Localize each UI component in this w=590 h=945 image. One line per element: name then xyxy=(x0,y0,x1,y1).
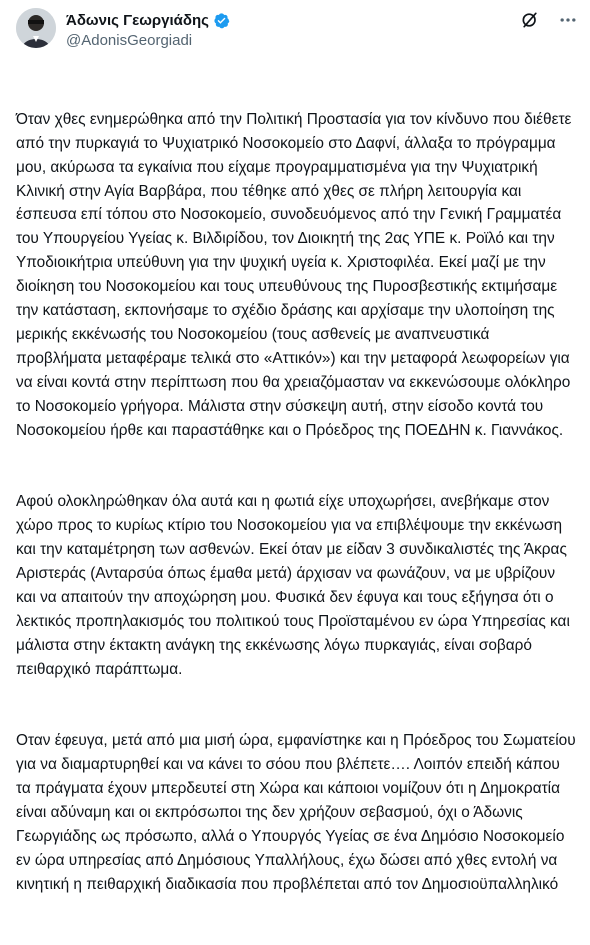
tweet-actions xyxy=(520,10,578,30)
verified-badge-icon xyxy=(213,12,230,29)
author-handle[interactable]: @AdonisGeorgiadi xyxy=(66,32,193,49)
tweet-paragraph-1: Όταν χθες ενημερώθηκα από την Πολιτική Προστασία για τον κίνδυνο που διέθετε από την πυρκαγιά το Ψυχιατρικό Νοσοκομείο στο Δαφνί, άλλαξα το πρόγραμμα μου, ακύρωσα τα εγκαίνια που είχαμε προγραμματισμένα για την Ψυχιατρική Κλινική στην Αγία Βαρβάρα, που τέθηκε από χθες σε πλήρη λειτουργία και έσπευσα επί τόπου στο Νοσοκομείο, συνοδευόμενος από την Γενική Γραμματέα του Υπουργείου Υγείας κ. Βιλδιρίδου, τον Διοικητή της 2ας ΥΠΕ κ. Ροϊλό και την Υποδιοικήτρια υπεύθυνη για την ψυχική υγεία κ. Χριστοφιλέα. Εκεί μαζί με την διοίκηση του Νοσοκομείου και τους υπευθύνους της Πυροσβεστικής εκτιμήσαμε την κατάσταση, εκπονήσαμε το σχέδιο δράσης και αρχίσαμε την υλοποίηση της μερικής εκκένωσής του Νοσοκομείου (τους ασθενείς με αναπνευστικά προβλήματα μεταφέραμε τελικά στο «Αττικόν») και την μεταφορά λεωφορείων για να είναι κοντά στην περίπτωση που θα χρειαζόμασταν να εκκενώσουμε ολόκληρο το Νοσοκομείο γρήγορα. Μάλιστα στην σύσκεψη αυτή, στην είσοδο κοντά του Νοσοκομείου ήρθε και παραστάθηκε και ο Πρόεδρος της ΠΟΕΔΗΝ κ. Γιαννάκος. xyxy=(16,110,576,439)
grok-icon[interactable] xyxy=(520,10,540,30)
author-name[interactable]: Άδωνις Γεωργιάδης xyxy=(66,12,209,29)
tweet-header xyxy=(16,8,578,54)
tweet-text xyxy=(16,60,580,945)
avatar-image xyxy=(16,8,56,48)
tweet-paragraph-2: Αφού ολοκληρώθηκαν όλα αυτά και η φωτιά είχε υποχωρήσει, ανεβήκαμε στον χώρο προς το κυρίως κτίριο του Νοσοκομείου για να επιβλέψουμε την εκκένωση και την καταμέτρηση των ασθενών. Εκεί όταν με είδαν 3 συνδικαλιστές της Άκρας Αριστεράς (Ανταρσύα όπως έμαθα μετά) άρχισαν να φωνάζουν, να με υβρίζουν και να απαιτούν την αποχώρηση μου. Φυσικά δεν έφυγα και τους εξήγησα ότι ο λεκτικός προπηλακισμός του πολιτικού τους Προϊσταμένου εν ώρα Υπηρεσίας και μάλιστα στην έκτακτη ανάγκη της εκκένωσης λόγω πυρκαγιάς, είναι σοβαρό πειθαρχικό παράπτωμα. xyxy=(16,493,575,678)
tweet-paragraph-3: Οταν έφευγα, μετά από μια μισή ώρα, εμφανίστηκε και η Πρόεδρος του Σωματείου για να διαμαρτυρηθεί και να κάνει το σόου που βλέπετε…. Λοιπόν επειδή κάπου τα πράγματα έχουν μπερδευτεί στη Χώρα και κάποιοι νομίζουν ότι η Δημοκρατία είναι αδύναμη και οι εκπρόσωποι της δεν χρήζουν σεβασμού, όχι ο Άδωνις Γεωργιάδης ως πρόσωπο, αλλά ο Υπουργός Υγείας σε ένα Δημόσιο Νοσοκομείο εν ώρα υπηρεσίας από Δημόσιους Υπαλλήλους, έχω δώσει από χθες εντολή να κινητική η πειθαρχική διαδικασία που προβλέπεται από τον Δημοσιοϋπαλληλικό xyxy=(16,732,580,893)
author-info xyxy=(66,11,230,51)
more-options-icon[interactable] xyxy=(558,10,578,30)
avatar[interactable] xyxy=(16,8,56,48)
